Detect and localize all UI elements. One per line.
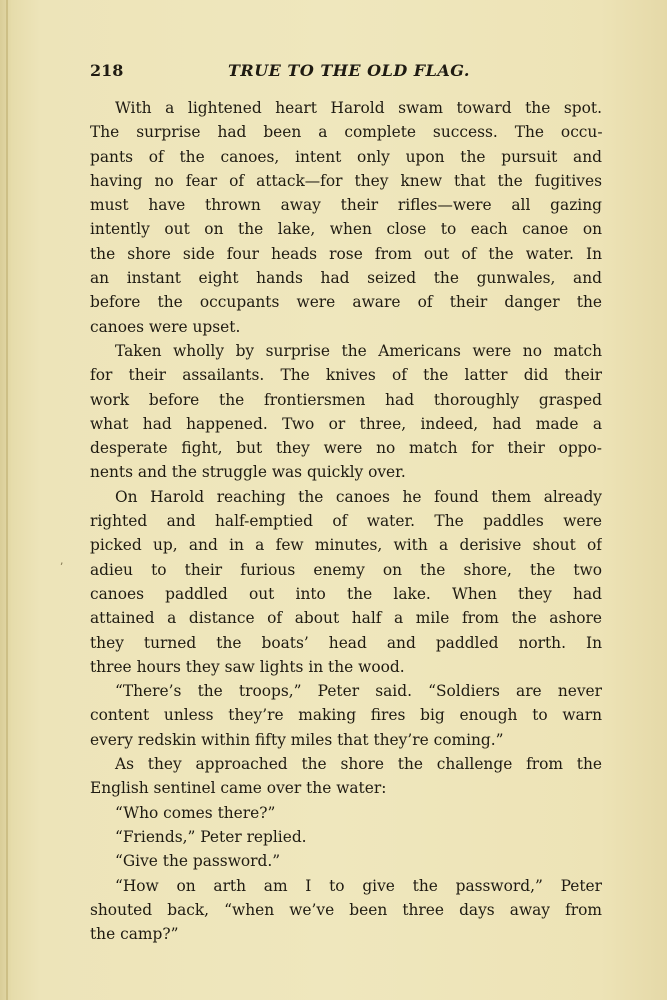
text-line: righted and half-emptied of water. The paddles were	[90, 512, 602, 531]
text-line: Taken wholly by surprise the Americans were no match	[115, 341, 602, 360]
text-line: an instant eight hands had seized the gunwales, and	[90, 269, 602, 288]
body-text	[90, 96, 602, 946]
text-line: attained a distance of about half a mile from the ashore	[90, 609, 602, 628]
running-title: TRUE TO THE OLD FLAG.	[228, 61, 470, 80]
text-line: for their assailants. The knives of the latter did their	[90, 366, 602, 385]
text-line: “Who comes there?”	[115, 803, 276, 822]
text-line: three hours they saw lights in the wood.	[90, 657, 405, 676]
text-line: before the occupants were aware of their danger the	[90, 293, 602, 312]
text-line: what had happened. Two or three, indeed, had made a	[90, 414, 602, 433]
text-line: English sentinel came over the water:	[90, 779, 387, 798]
text-line: shouted back, “when we’ve been three days away from	[90, 900, 602, 919]
text-line: the camp?”	[90, 925, 179, 944]
text-line: As they approached the shore the challenge from the	[115, 755, 602, 774]
text-line: the shore side four heads rose from out of the water. In	[90, 244, 602, 263]
text-line: pants of the canoes, intent only upon the pursuit and	[90, 147, 602, 166]
text-line: having no fear of attack—for they knew that the fugitives	[90, 171, 602, 190]
margin-mark: ’	[60, 562, 64, 573]
text-line: canoes were upset.	[90, 317, 241, 336]
text-line: “Give the password.”	[115, 852, 281, 871]
text-line: intently out on the lake, when close to each canoe on	[90, 220, 602, 239]
text-line: With a lightened heart Harold swam toward the spot.	[115, 99, 602, 117]
text-line: The surprise had been a complete success. The occu-	[90, 123, 602, 142]
page-number: 218	[90, 61, 124, 80]
text-line: picked up, and in a few minutes, with a derisive shout of	[90, 536, 602, 555]
text-line: every redskin within fifty miles that they’re coming.”	[90, 730, 504, 749]
text-line: On Harold reaching the canoes he found them already	[115, 487, 602, 506]
text-line: work before the frontiersmen had thoroughly grasped	[90, 390, 602, 409]
text-line: content unless they’re making fires big enough to warn	[90, 706, 602, 725]
text-line: “How on arth am I to give the password,” Peter	[115, 876, 602, 895]
text-line: nents and the struggle was quickly over.	[90, 463, 406, 482]
text-line: canoes paddled out into the lake. When they had	[90, 584, 602, 603]
text-line: they turned the boats’ head and paddled north. In	[90, 633, 602, 652]
text-line: “There’s the troops,” Peter said. “Soldiers are never	[115, 682, 602, 701]
text-line: adieu to their furious enemy on the shore, the two	[90, 560, 602, 579]
text-line: “Friends,” Peter replied.	[115, 827, 307, 846]
text-line: desperate fight, but they were no match for their oppo-	[90, 439, 602, 458]
text-line: must have thrown away their rifles—were all gazing	[90, 196, 602, 215]
page-spine-shadow	[6, 0, 8, 1000]
page-header	[90, 61, 602, 85]
